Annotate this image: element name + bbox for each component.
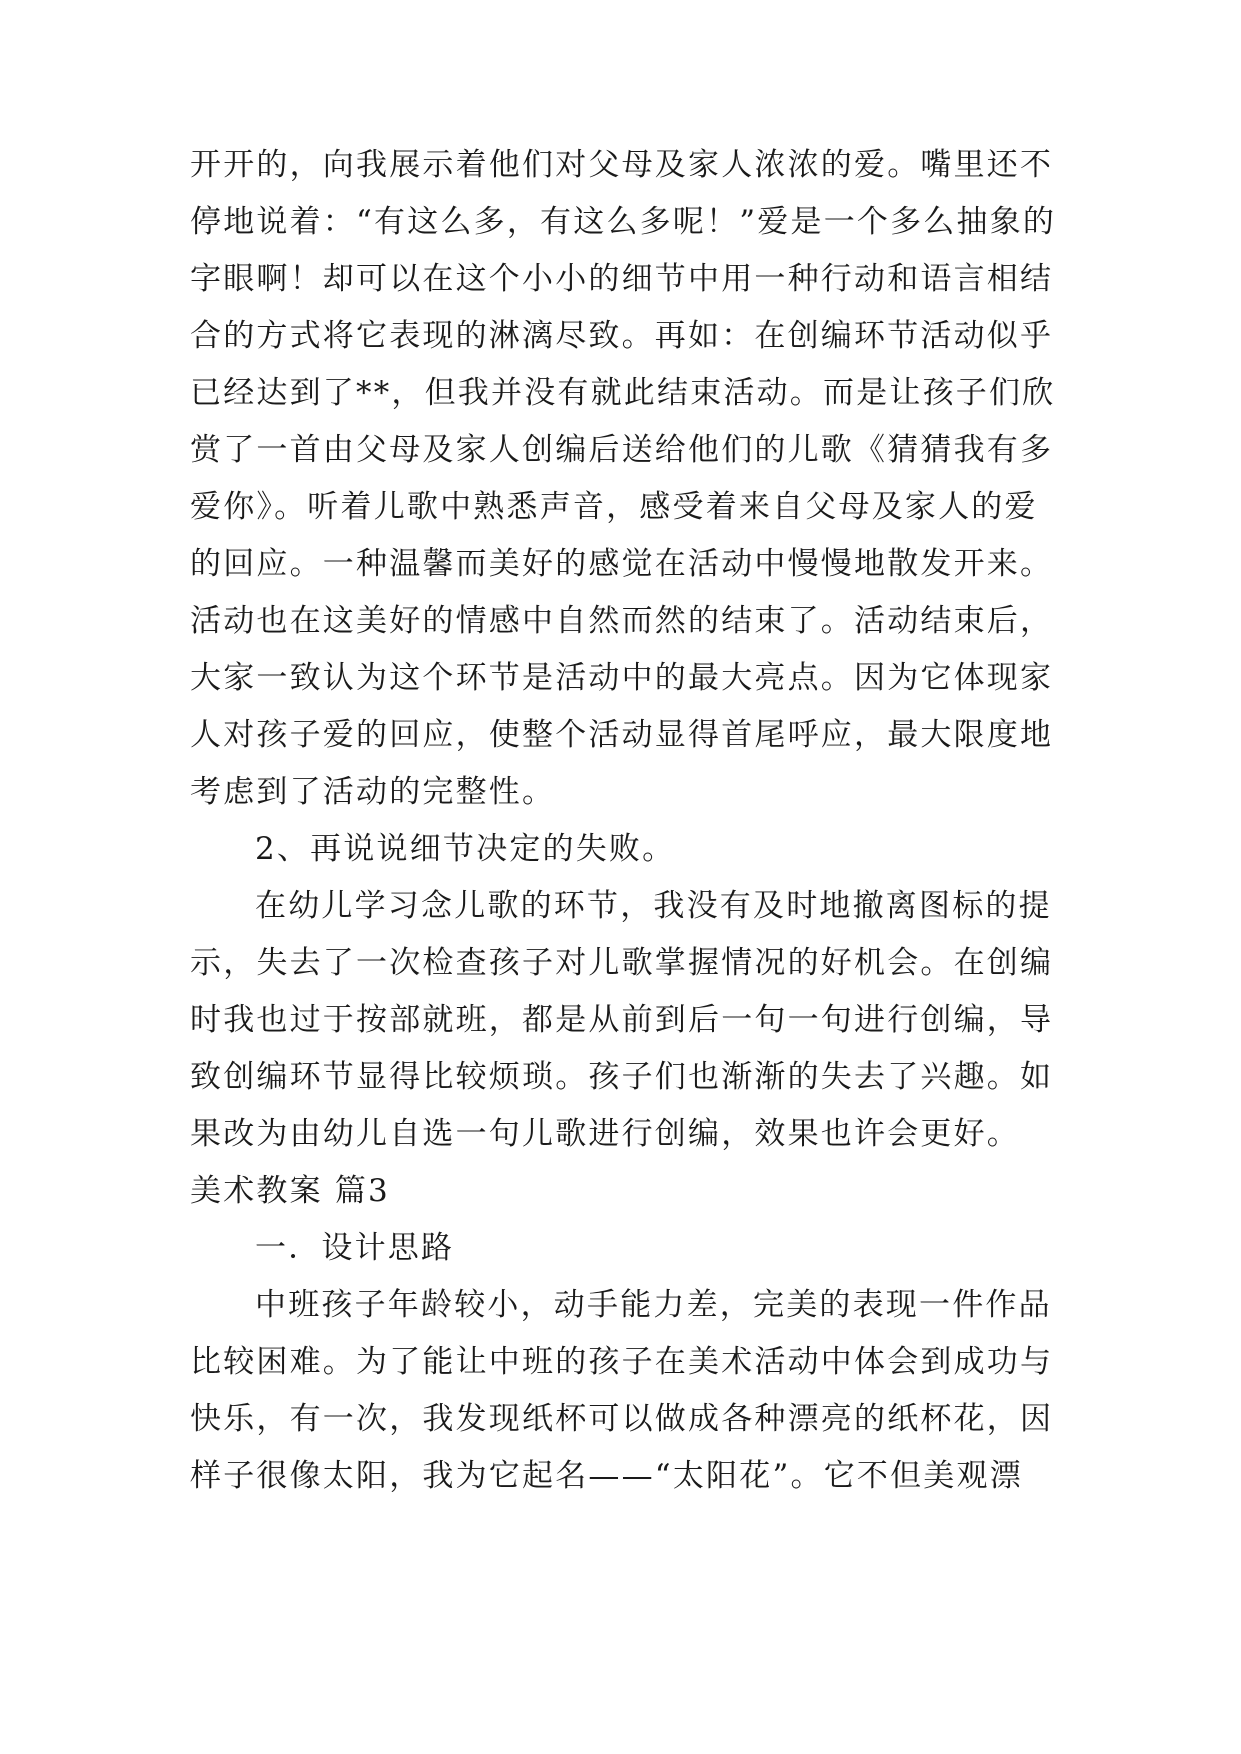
section-heading-1: 一．设计思路 xyxy=(255,1230,455,1266)
text-line-17: 致创编环节显得比较烦琐。孩子们也渐渐的失去了兴趣。如 xyxy=(190,1059,1054,1095)
text-line-16: 时我也过于按部就班，都是从前到后一句一句进行创编，导 xyxy=(190,1002,1054,1038)
text-line-23: 快乐，有一次，我发现纸杯可以做成各种漂亮的纸杯花，因 xyxy=(190,1401,1054,1437)
text-line-6: 赏了一首由父母及家人创编后送给他们的儿歌《猜猜我有多 xyxy=(190,432,1054,468)
text-line-21: 中班孩子年龄较小，动手能力差，完美的表现一件作品 xyxy=(255,1287,1052,1323)
text-line-8: 的回应。一种温馨而美好的感觉在活动中慢慢地散发开来。 xyxy=(190,546,1054,582)
text-line-15: 示，失去了一次检查孩子对儿歌掌握情况的好机会。在创编 xyxy=(190,945,1054,981)
text-line-24: 样子很像太阳，我为它起名——“太阳花”。它不但美观漂 xyxy=(190,1458,1023,1494)
text-line-3: 字眼啊！却可以在这个小小的细节中用一种行动和语言相结 xyxy=(190,261,1054,297)
text-line-11: 人对孩子爱的回应，使整个活动显得首尾呼应，最大限度地 xyxy=(190,717,1054,753)
text-line-7: 爱你》。听着儿歌中熟悉声音，感受着来自父母及家人的爱 xyxy=(190,489,1038,525)
section-heading-2: 2、再说说细节决定的失败。 xyxy=(255,831,676,867)
text-line-18: 果改为由幼儿自选一句儿歌进行创编，效果也许会更好。 xyxy=(190,1116,1020,1152)
text-line-10: 大家一致认为这个环节是活动中的最大亮点。因为它体现家 xyxy=(190,660,1054,696)
text-line-14: 在幼儿学习念儿歌的环节，我没有及时地撤离图标的提 xyxy=(255,888,1052,924)
text-line-1: 开开的，向我展示着他们对父母及家人浓浓的爱。嘴里还不 xyxy=(190,147,1054,183)
text-line-2: 停地说着：“有这么多，有这么多呢！”爱是一个多么抽象的 xyxy=(190,204,1057,240)
text-line-22: 比较困难。为了能让中班的孩子在美术活动中体会到成功与 xyxy=(190,1344,1054,1380)
text-line-5: 已经达到了**，但我并没有就此结束活动。而是让孩子们欣 xyxy=(190,375,1056,411)
text-line-12: 考虑到了活动的完整性。 xyxy=(190,774,556,810)
article-heading: 美术教案 篇3 xyxy=(190,1173,390,1209)
text-line-9: 活动也在这美好的情感中自然而然的结束了。活动结束后， xyxy=(190,603,1054,639)
text-line-4: 合的方式将它表现的淋漓尽致。再如：在创编环节活动似乎 xyxy=(190,318,1054,354)
